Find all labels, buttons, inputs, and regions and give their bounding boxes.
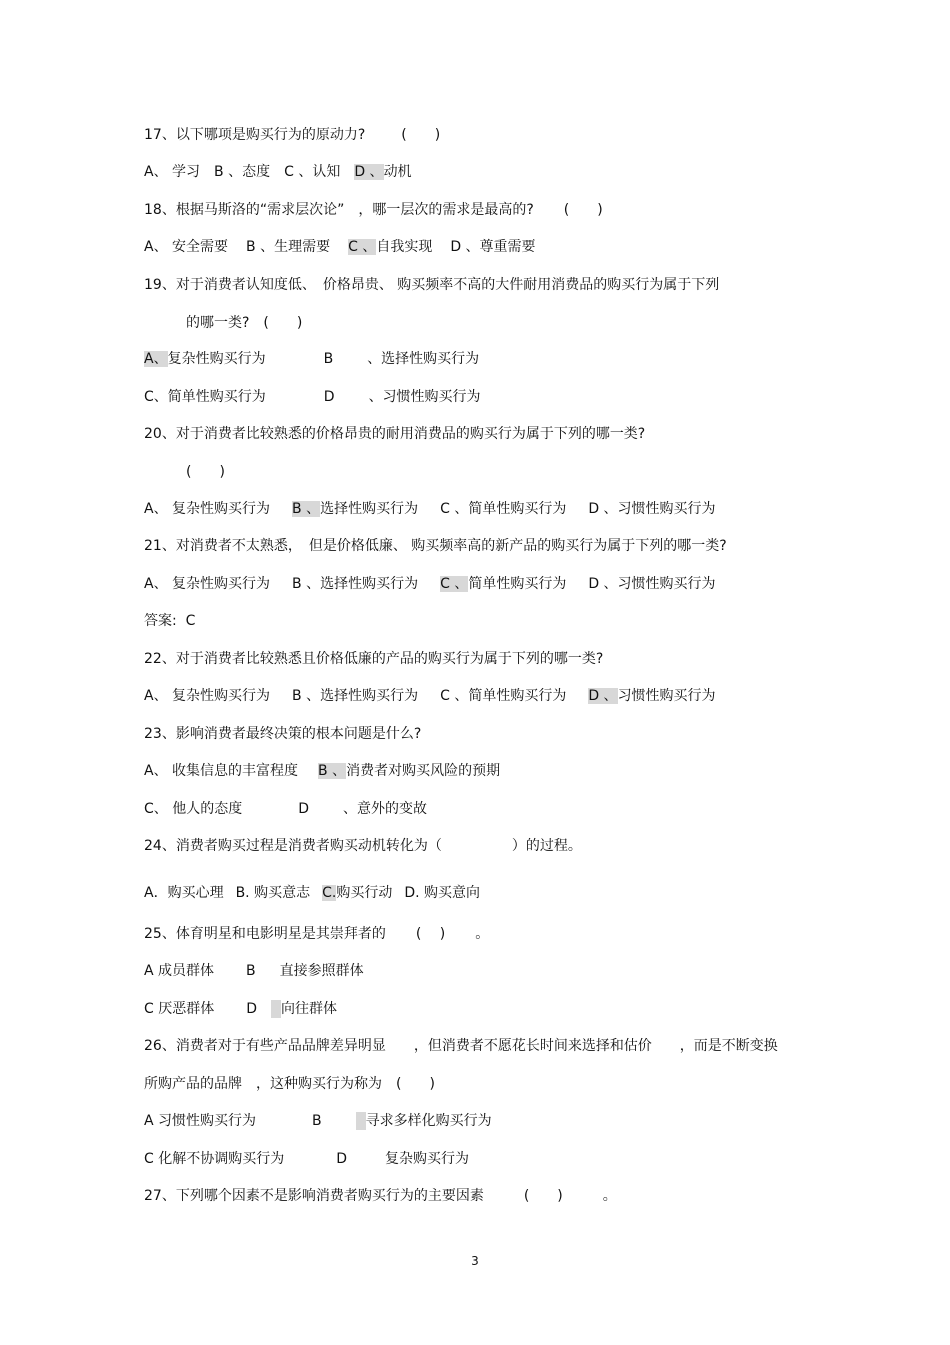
q20-opt-b-marker: B 、 — [292, 501, 321, 517]
q25-opt-a: A 成员群体 — [144, 963, 215, 979]
q20-paren: ( ) — [186, 464, 225, 480]
q21-opt-b: B 、选择性购买行为 — [292, 576, 419, 592]
q22-opt-d-text: 习惯性购买行为 — [617, 688, 716, 704]
q17-opt-b: B 、态度 — [214, 164, 271, 180]
q20-options — [144, 500, 716, 518]
q19-opt-a-text: 复杂性购买行为 — [167, 351, 266, 367]
q23-opt-b-text: 消费者对购买风险的预期 — [346, 763, 501, 779]
q26-opt-c: C 化解不协调购买行为 — [144, 1151, 285, 1167]
q26-stem: 26、消费者对于有些产品品牌差异明显 ，但消费者不愿花长时间来选择和估价 ，而是不断变换 — [144, 1038, 778, 1054]
q21-opt-c-marker: C 、 — [440, 576, 469, 592]
q25-opt-d-marker: D — [246, 1001, 258, 1017]
q18-paren: ( ) — [563, 202, 603, 218]
q21-answer: 答案: C — [144, 613, 196, 629]
q25-options-row2 — [144, 1000, 337, 1018]
q17-paren: ( ) — [401, 127, 441, 143]
q26-opt-b-highlight — [356, 1112, 366, 1130]
q26-opt-d-text: 复杂购买行为 — [385, 1151, 470, 1167]
q25-opt-d-text: 向往群体 — [281, 1001, 338, 1017]
q18-opt-a: A、 安全需要 — [144, 239, 229, 255]
q19-options-row2 — [144, 388, 481, 406]
q21-opt-a: A、 复杂性购买行为 — [144, 576, 271, 592]
q25-opt-b-marker: B — [246, 963, 256, 979]
q24-opt-b: B. 购买意志 — [235, 885, 311, 901]
q23-opt-a: A、 收集信息的丰富程度 — [144, 763, 299, 779]
q18-opt-d: D 、尊重需要 — [450, 239, 536, 255]
q21-stem: 21、对消费者不太熟悉， 但是价格低廉、 购买频率高的新产品的购买行为属于下列的哪一类? — [144, 538, 727, 554]
q17-stem — [144, 126, 440, 144]
q20-opt-b-text: 选择性购买行为 — [320, 501, 419, 517]
q25-stem-text: 25、体育明星和电影明星是其崇拜者的 — [144, 926, 386, 942]
q21-options — [144, 575, 716, 593]
q25-options-row1 — [144, 962, 364, 980]
q17-opt-c: C 、认知 — [284, 164, 341, 180]
q22-stem: 22、对于消费者比较熟悉且价格低廉的产品的购买行为属于下列的哪一类? — [144, 651, 604, 667]
q25-tail: 。 — [475, 926, 490, 942]
q25-opt-b-text: 直接参照群体 — [279, 963, 364, 979]
q18-stem — [144, 201, 603, 219]
q19-opt-b-marker: B — [323, 351, 334, 367]
q19-opt-c-text: 简单性购买行为 — [167, 389, 266, 405]
q17-stem-text: 17、以下哪项是购买行为的原动力? — [144, 127, 366, 143]
q19-opt-a-marker: A、 — [144, 351, 168, 367]
q23-stem: 23、影响消费者最终决策的根本问题是什么? — [144, 726, 422, 742]
q20-opt-a: A、 复杂性购买行为 — [144, 501, 271, 517]
q21-opt-d: D 、习惯性购买行为 — [588, 576, 716, 592]
q25-stem — [144, 925, 489, 943]
q17-opt-a: A、 学习 — [144, 164, 201, 180]
q24-opt-c-marker: C. — [322, 885, 337, 901]
q24-opt-a: A．购买心理 — [144, 885, 224, 901]
q17-opt-d-marker: D 、 — [354, 164, 384, 180]
q18-options — [144, 238, 536, 256]
q21-opt-c-text: 简单性购买行为 — [468, 576, 567, 592]
q26-opt-a: A 习惯性购买行为 — [144, 1113, 257, 1129]
q22-options — [144, 687, 716, 705]
q19-opt-d-text: 、习惯性购买行为 — [368, 389, 481, 405]
q22-opt-a: A、 复杂性购买行为 — [144, 688, 271, 704]
q26-opt-b-marker: B — [312, 1113, 322, 1129]
q26-opt-b-text: 寻求多样化购买行为 — [365, 1113, 492, 1129]
q26-options-row2 — [144, 1150, 469, 1168]
q24-options — [144, 884, 480, 902]
q19-opt-c-marker: C、 — [144, 389, 168, 405]
page-number: 3 — [471, 1254, 479, 1268]
q19-opt-d-marker: D — [323, 389, 335, 405]
q25-opt-d-highlight — [271, 1000, 281, 1018]
q23-opt-d-text: 、意外的变故 — [343, 801, 428, 817]
q27-stem — [144, 1187, 617, 1205]
q26-options-row1 — [144, 1112, 492, 1130]
q18-opt-c-text: 自我实现 — [376, 239, 433, 255]
q24-stem: 24、消费者购买过程是消费者购买动机转化为（ ）的过程。 — [144, 838, 582, 854]
q22-opt-d-marker: D 、 — [588, 688, 618, 704]
q18-stem-text: 18、根据马斯洛的“需求层次论” ，哪一层次的需求是最高的? — [144, 202, 534, 218]
q19-options-row1 — [144, 350, 479, 368]
q20-stem: 20、对于消费者比较熟悉的价格昂贵的耐用消费品的购买行为属于下列的哪一类? — [144, 426, 646, 442]
q27-tail: 。 — [602, 1188, 617, 1204]
q24-opt-c-text: 购买行动 — [336, 885, 393, 901]
q22-opt-b: B 、选择性购买行为 — [292, 688, 419, 704]
q17-options — [144, 163, 412, 181]
q22-opt-c: C 、简单性购买行为 — [440, 688, 567, 704]
q17-opt-d-text: 动机 — [383, 164, 412, 180]
q26-opt-d-marker: D — [336, 1151, 348, 1167]
q19-stem: 19、对于消费者认知度低、 价格昂贵、 购买频率不高的大件耐用消费品的购买行为属于下列 — [144, 277, 720, 293]
q25-paren: ( ) — [415, 926, 446, 942]
q23-options-row2 — [144, 800, 427, 818]
q18-opt-c-marker: C 、 — [348, 239, 377, 255]
q25-opt-c: C 厌恶群体 — [144, 1001, 215, 1017]
q20-opt-d: D 、习惯性购买行为 — [588, 501, 716, 517]
q24-opt-d: D. 购买意向 — [404, 885, 481, 901]
q26-stem-cont: 所购产品的品牌 ，这种购买行为称为 ( ) — [144, 1076, 435, 1092]
q27-paren: ( ) — [523, 1188, 563, 1204]
q23-options-row1 — [144, 762, 500, 780]
q19-stem-cont: 的哪一类? ( ) — [186, 315, 303, 331]
q23-opt-c: C、 他人的态度 — [144, 801, 243, 817]
q23-opt-b-marker: B 、 — [318, 763, 347, 779]
q20-opt-c: C 、简单性购买行为 — [440, 501, 567, 517]
q18-opt-b: B 、生理需要 — [246, 239, 331, 255]
q19-opt-b-text: 、选择性购买行为 — [367, 351, 480, 367]
q23-opt-d-marker: D — [298, 801, 310, 817]
q27-stem-text: 27、下列哪个因素不是影响消费者购买行为的主要因素 — [144, 1188, 484, 1204]
